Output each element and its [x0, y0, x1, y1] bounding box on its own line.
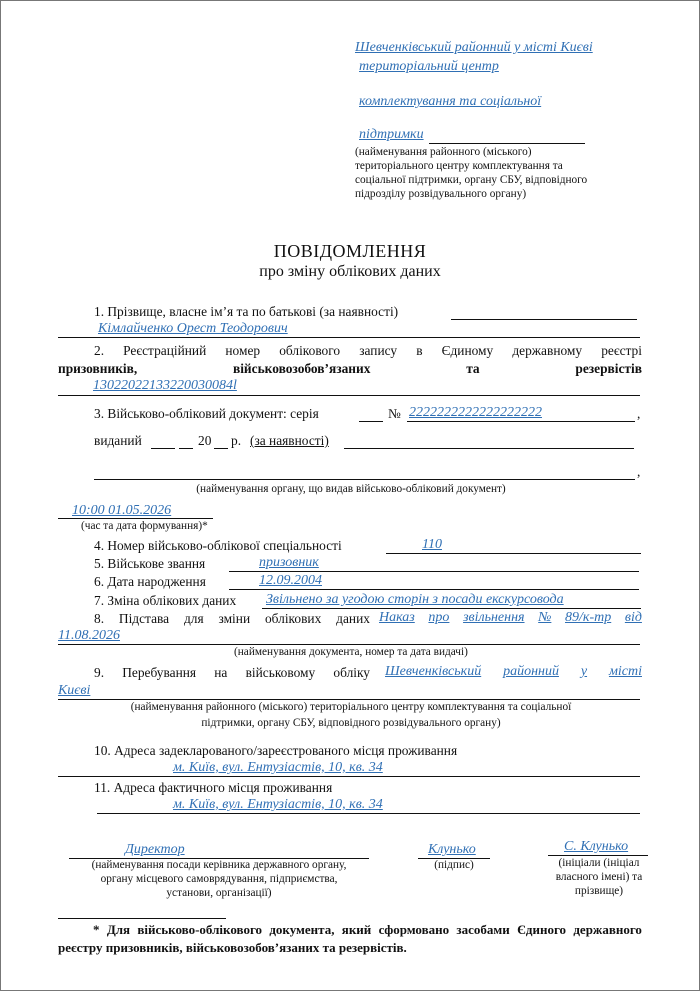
- footnote-line-2: реєстру призовників, військовозобов’язаних та резервістів.: [58, 940, 407, 955]
- addressee-line-2: територіальний центр: [359, 59, 499, 74]
- item3-organ-comma: ,: [637, 464, 641, 479]
- addressee-line-3: комплектування та соціальної: [359, 94, 542, 109]
- item6-line: [229, 589, 639, 590]
- item4-value[interactable]: 110: [422, 537, 442, 552]
- item5-value[interactable]: призовник: [259, 555, 319, 570]
- item11-value[interactable]: м. Київ, вул. Ентузіастів, 10, кв. 34: [173, 797, 383, 812]
- item9-label: 9. Перебування на військовому обліку: [94, 665, 370, 680]
- item3-comma: ,: [637, 406, 641, 421]
- item2-line: [58, 395, 640, 396]
- addressee-line-1: Шевченківський районний у місті Києві: [355, 40, 593, 55]
- item2-label-line2: призовників, військовозобов’язаних та резервістів: [58, 361, 642, 376]
- page-title: ПОВІДОМЛЕННЯ: [273, 241, 427, 261]
- item10-line: [58, 776, 640, 777]
- footnote-separator: [58, 918, 226, 919]
- item8-value-2[interactable]: 11.08.2026: [58, 628, 120, 643]
- item3-organ-line: [94, 479, 635, 480]
- item3-series-line: [359, 421, 383, 422]
- item3-issued-label: виданий: [94, 433, 142, 448]
- item7-line: [262, 608, 641, 609]
- item6-value[interactable]: 12.09.2004: [259, 573, 322, 588]
- item9-note-1: (найменування районного (міського) територіального центру комплектування та соціальної: [130, 701, 572, 713]
- formed-value[interactable]: 10:00 01.05.2026: [72, 503, 172, 518]
- item3-label: 3. Військово-обліковий документ: серія: [94, 406, 319, 421]
- signature-position[interactable]: Директор: [125, 842, 185, 857]
- item8-label: 8. Підстава для зміни облікових даних: [94, 611, 370, 626]
- item3-year-line: [214, 448, 228, 449]
- addressee-underline: [429, 143, 585, 144]
- item1-label: 1. Прізвище, власне ім’я та по батькові (за наявності): [94, 304, 399, 319]
- item7-label: 7. Зміна облікових даних: [94, 593, 237, 608]
- addressee-note: (найменування районного (міського) територіального центру комплектування та соціальної підтримки, органу СБУ, відповідного підрозділу розвідувального органу): [355, 146, 588, 201]
- item9-note-2: підтримки, органу СБУ, відповідного розвідувального органу): [201, 717, 501, 729]
- item5-line: [229, 571, 639, 572]
- item10-label: 10. Адреса задекларованого/зареєстрованого місця проживання: [94, 743, 458, 758]
- item1-line-a: [451, 319, 637, 320]
- item9-value-2[interactable]: Києві: [58, 683, 91, 698]
- item4-label: 4. Номер військово-облікової спеціальності: [94, 538, 342, 553]
- page-subtitle: про зміну облікових даних: [259, 263, 441, 280]
- item2-value[interactable]: 13022022133220030084l: [93, 378, 237, 393]
- item1-value[interactable]: Кімлайченко Орест Теодорович: [98, 321, 288, 336]
- item3-issued-avail: (за наявності): [250, 433, 329, 448]
- item6-label: 6. Дата народження: [94, 574, 206, 589]
- signature-name-note: (ініціали (ініціал власного імені) та прізвище): [555, 857, 643, 898]
- item10-value[interactable]: м. Київ, вул. Ентузіастів, 10, кв. 34: [173, 760, 383, 775]
- item8-note: (найменування документа, номер та дата видачі): [234, 646, 468, 658]
- item3-organ-note: (найменування органу, що видав військово-обліковий документ): [196, 483, 506, 495]
- item1-line-b: [58, 337, 640, 338]
- item2-label-line1: 2. Реєстраційний номер облікового запису в Єдиному державному реєстрі: [94, 343, 642, 358]
- item3-issued-r: р.: [231, 433, 242, 448]
- item4-line: [386, 553, 641, 554]
- footnote-line-1: * Для військово-облікового документа, який сформовано засобами Єдиного державного: [93, 922, 642, 937]
- formed-note: (час та дата формування)*: [81, 520, 208, 532]
- item3-value[interactable]: 2222222222222222222: [409, 405, 542, 420]
- addressee-line-4: підтримки: [359, 127, 424, 142]
- signature-sign[interactable]: Клунько: [428, 842, 476, 857]
- item5-label: 5. Військове звання: [94, 556, 206, 571]
- item9-value[interactable]: Шевченківський районний у місті: [385, 664, 642, 679]
- item3-day-line: [151, 448, 175, 449]
- item11-line: [97, 813, 640, 814]
- signature-position-note: (найменування посади керівника державного органу, органу місцевого самоврядування, підприємства, установи, організації): [91, 859, 347, 900]
- item3-issued-year: 20: [198, 433, 212, 448]
- item3-number-line: [407, 421, 635, 422]
- item11-label: 11. Адреса фактичного місця проживання: [94, 780, 333, 795]
- item3-no: №: [388, 406, 401, 421]
- signature-name[interactable]: С. Клунько: [564, 839, 629, 854]
- item8-value[interactable]: Наказ про звільнення № 89/к-тр від: [379, 610, 642, 625]
- item3-month-line: [179, 448, 193, 449]
- item3-issued-line: [344, 448, 634, 449]
- item7-value[interactable]: Звільнено за угодою сторін з посади екскурсовода: [266, 592, 564, 607]
- signature-sign-note: (підпис): [434, 859, 474, 871]
